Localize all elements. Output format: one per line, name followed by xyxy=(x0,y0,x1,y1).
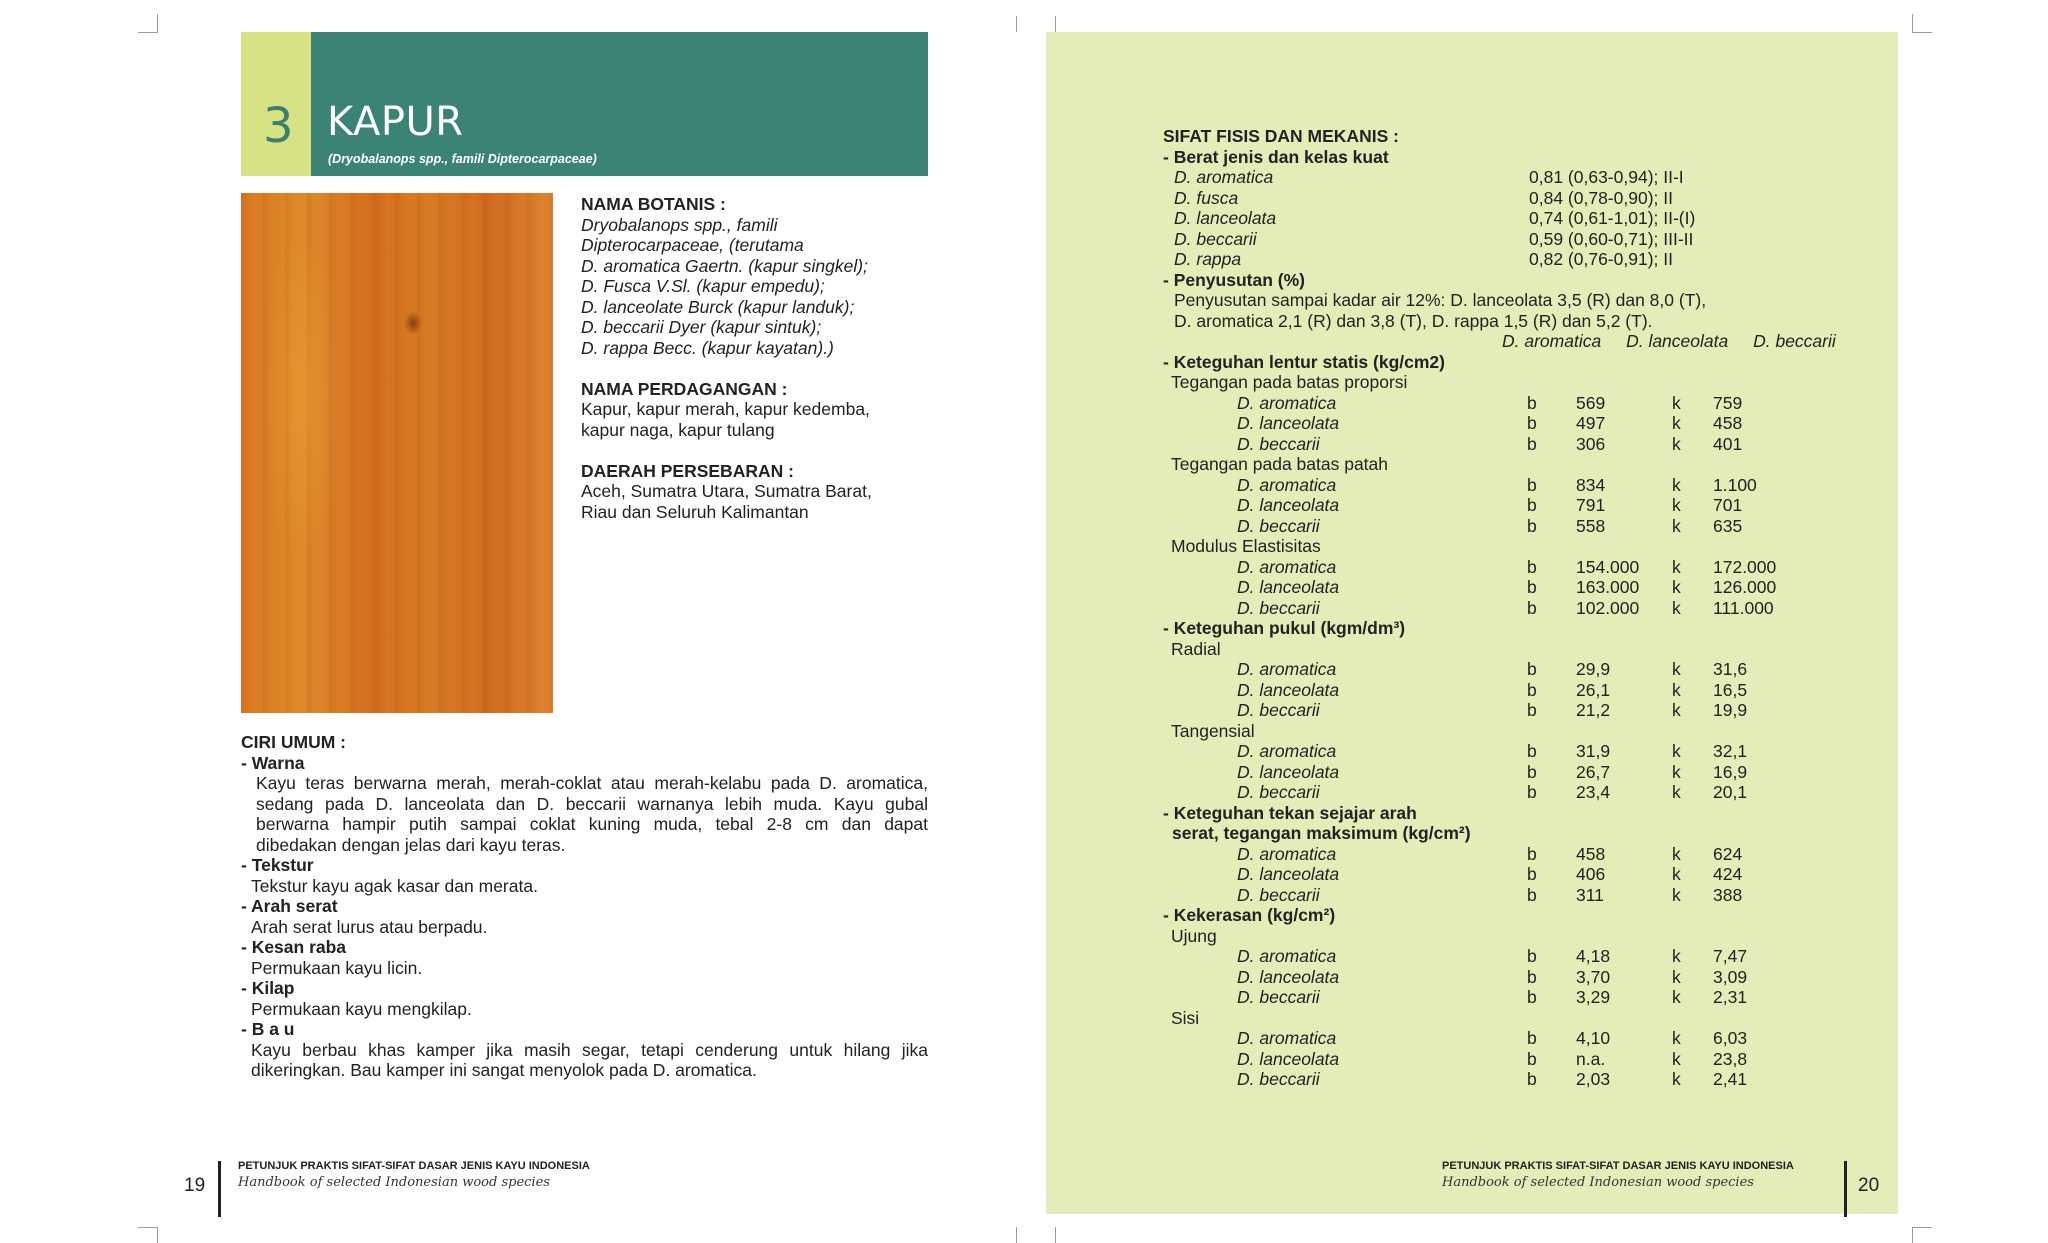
botanical-info xyxy=(581,194,941,522)
footer-title-left: PETUNJUK PRAKTIS SIFAT-SIFAT DASAR JENIS KAYU INDONESIA xyxy=(238,1160,590,1172)
chapter-number-box xyxy=(241,32,311,176)
berat-row: D. lanceolata 0,74 (0,61-1,01); II-(I) xyxy=(1174,208,1696,228)
measurement-row xyxy=(1163,1049,1883,1070)
kilap-heading: - Kilap xyxy=(241,978,295,998)
k-label: k xyxy=(1672,495,1681,515)
b-label: b xyxy=(1527,659,1537,679)
k-label: k xyxy=(1672,597,1681,618)
warna-line: berwarna hampir putih sampai coklat kuning muda, tebal 2-8 cm dan dapat xyxy=(256,814,928,834)
k-label: k xyxy=(1672,884,1681,905)
species-name: D. aromatica xyxy=(1237,556,1337,577)
section-heading: - Keteguhan tekan sejajar arah xyxy=(1163,802,1417,823)
page-number-right: 20 xyxy=(1858,1175,1880,1196)
species-name: D. beccarii xyxy=(1237,1069,1320,1089)
k-value: 388 xyxy=(1713,884,1743,905)
species-name: D. beccarii xyxy=(1237,433,1320,454)
b-value: 306 xyxy=(1576,433,1606,454)
b-value: 3,29 xyxy=(1576,987,1611,1007)
footer-subtitle-left: Handbook of selected Indonesian wood species xyxy=(238,1175,550,1190)
nama-botanis-line: Dipterocarpaceae, (terutama xyxy=(581,235,804,255)
arah-serat-text: Arah serat lurus atau berpadu. xyxy=(251,916,488,937)
chapter-number: 3 xyxy=(263,98,294,154)
crop-mark xyxy=(1055,1227,1056,1243)
group-label: Ujung xyxy=(1171,925,1217,946)
daerah-persebaran-line: Aceh, Sumatra Utara, Sumatra Barat, xyxy=(581,481,872,501)
k-value: 19,9 xyxy=(1713,700,1748,720)
measurement-row xyxy=(1163,967,1883,988)
k-label: k xyxy=(1672,556,1681,577)
nama-botanis-line: D. lanceolate Burck (kapur landuk); xyxy=(581,296,855,317)
measurement-row xyxy=(1163,475,1883,496)
b-label: b xyxy=(1527,700,1537,720)
b-value: 102.000 xyxy=(1576,597,1640,618)
measurement-row xyxy=(1163,864,1883,885)
b-label: b xyxy=(1527,515,1537,536)
k-label: k xyxy=(1672,1069,1681,1089)
k-value: 32,1 xyxy=(1713,741,1748,761)
penyusutan-heading: - Penyusutan (%) xyxy=(1163,269,1305,290)
kesan-raba-text: Permukaan kayu licin. xyxy=(251,957,423,978)
k-value: 458 xyxy=(1713,413,1743,433)
k-value: 701 xyxy=(1713,495,1743,515)
b-value: 29,9 xyxy=(1576,659,1611,679)
b-label: b xyxy=(1527,1048,1537,1069)
species-name: D. lanceolata xyxy=(1237,761,1340,782)
arah-serat-heading: - Arah serat xyxy=(241,896,338,916)
k-label: k xyxy=(1672,577,1681,597)
species-name: D. lanceolata xyxy=(1237,966,1340,987)
k-value: 635 xyxy=(1713,515,1743,536)
footer-title-right: PETUNJUK PRAKTIS SIFAT-SIFAT DASAR JENIS KAYU INDONESIA xyxy=(1442,1160,1794,1172)
section-heading: - Kekerasan (kg/cm²) xyxy=(1163,905,1336,925)
chapter-title: KAPUR xyxy=(327,99,464,145)
b-value: 834 xyxy=(1576,474,1606,495)
measurement-row xyxy=(1163,495,1883,516)
ciri-umum-section xyxy=(241,732,928,1081)
k-label: k xyxy=(1672,864,1681,884)
k-value: 16,5 xyxy=(1713,679,1748,700)
species-name: D. aromatica xyxy=(1237,474,1337,495)
col-head-beccarii: D. beccarii xyxy=(1753,331,1836,351)
species-name: D. lanceolata xyxy=(1237,679,1340,700)
penyusutan-line: D. aromatica 2,1 (R) dan 3,8 (T), D. rappa 1,5 (R) dan 5,2 (T). xyxy=(1174,310,1653,331)
k-value: 23,8 xyxy=(1713,1048,1748,1069)
measurement-row xyxy=(1163,1028,1883,1049)
k-value: 1.100 xyxy=(1713,474,1757,495)
footer-divider-left xyxy=(218,1161,221,1217)
measurement-row xyxy=(1163,659,1883,680)
section-heading: - Keteguhan pukul (kgm/dm³) xyxy=(1163,618,1406,638)
col-head-lanceolata: D. lanceolata xyxy=(1626,331,1729,351)
species-name: D. lanceolata xyxy=(1237,413,1340,433)
measurement-row xyxy=(1163,782,1883,803)
nama-botanis-line: D. rappa Becc. (kapur kayatan).) xyxy=(581,337,834,358)
b-label: b xyxy=(1527,741,1537,761)
species-name: D. beccarii xyxy=(1237,782,1320,802)
measurement-row xyxy=(1163,413,1883,434)
b-value: 3,70 xyxy=(1576,966,1611,987)
measurement-row xyxy=(1163,434,1883,455)
b-label: b xyxy=(1527,843,1537,864)
section-heading-continued: serat, tegangan maksimum (kg/cm²) xyxy=(1172,823,1471,843)
k-label: k xyxy=(1672,761,1681,782)
crop-mark xyxy=(1912,32,1932,33)
b-value: 2,03 xyxy=(1576,1069,1611,1089)
b-label: b xyxy=(1527,392,1537,413)
group-label: Tegangan pada batas patah xyxy=(1171,454,1388,474)
crop-mark xyxy=(1912,14,1913,32)
measurement-row xyxy=(1163,946,1883,967)
measurement-row xyxy=(1163,987,1883,1008)
measurement-row xyxy=(1163,885,1883,906)
species-name: D. aromatica xyxy=(1237,392,1337,413)
bau-heading: - B a u xyxy=(241,1019,295,1039)
b-value: 31,9 xyxy=(1576,741,1611,761)
k-value: 16,9 xyxy=(1713,761,1748,782)
k-label: k xyxy=(1672,741,1681,761)
b-label: b xyxy=(1527,495,1537,515)
nama-botanis-line: D. beccarii Dyer (kapur sintuk); xyxy=(581,317,822,337)
k-label: k xyxy=(1672,433,1681,454)
b-label: b xyxy=(1527,413,1537,433)
k-value: 401 xyxy=(1713,433,1743,454)
section-heading: - Keteguhan lentur statis (kg/cm2) xyxy=(1163,351,1445,372)
measurement-row xyxy=(1163,700,1883,721)
tekstur-heading: - Tekstur xyxy=(241,855,314,875)
footer-divider-right xyxy=(1844,1161,1847,1217)
k-value: 126.000 xyxy=(1713,577,1777,597)
species-name: D. aromatica xyxy=(1237,659,1337,679)
b-label: b xyxy=(1527,966,1537,987)
k-value: 7,47 xyxy=(1713,946,1748,966)
mechanical-sections xyxy=(1163,352,1883,1090)
page-number-left: 19 xyxy=(184,1175,206,1196)
nama-botanis-line: D. aromatica Gaertn. (kapur singkel); xyxy=(581,255,868,276)
k-value: 759 xyxy=(1713,392,1743,413)
group-label: Tangensial xyxy=(1171,720,1255,741)
species-name: D. lanceolata xyxy=(1237,495,1340,515)
k-value: 424 xyxy=(1713,864,1743,884)
chapter-header xyxy=(241,32,928,176)
k-label: k xyxy=(1672,966,1681,987)
species-name: D. aromatica xyxy=(1237,946,1337,966)
sifat-heading: SIFAT FISIS DAN MEKANIS : xyxy=(1163,126,1399,146)
k-value: 624 xyxy=(1713,843,1743,864)
berat-row: D. beccarii 0,59 (0,60-0,71); III-II xyxy=(1174,228,1694,249)
daerah-persebaran-line: Riau dan Seluruh Kalimantan xyxy=(581,501,809,522)
measurement-row xyxy=(1163,762,1883,783)
k-value: 111.000 xyxy=(1713,597,1774,618)
b-value: 406 xyxy=(1576,864,1606,884)
nama-perdagangan-heading: NAMA PERDAGANGAN : xyxy=(581,378,788,399)
footer-subtitle-right: Handbook of selected Indonesian wood species xyxy=(1442,1175,1754,1190)
k-value: 3,09 xyxy=(1713,966,1748,987)
bau-line: Kayu berbau khas kamper jika masih segar, tetapi cenderung untuk hilang jika xyxy=(251,1039,928,1060)
b-label: b xyxy=(1527,1028,1537,1048)
berat-row: D. rappa 0,82 (0,76-0,91); II xyxy=(1174,249,1673,269)
k-label: k xyxy=(1672,413,1681,433)
berat-row: D. fusca 0,84 (0,78-0,90); II xyxy=(1174,187,1673,208)
chapter-subtitle: (Dryobalanops spp., famili Dipterocarpaceae) xyxy=(328,152,597,166)
k-label: k xyxy=(1672,1048,1681,1069)
measurement-row xyxy=(1163,516,1883,537)
chapter-title-box xyxy=(311,32,928,176)
nama-botanis-heading: NAMA BOTANIS : xyxy=(581,194,726,214)
b-value: n.a. xyxy=(1576,1048,1606,1069)
nama-botanis-line: Dryobalanops spp., famili xyxy=(581,214,778,235)
species-name: D. aromatica xyxy=(1237,1028,1337,1048)
nama-botanis-line: D. Fusca V.Sl. (kapur empedu); xyxy=(581,276,825,296)
b-label: b xyxy=(1527,474,1537,495)
b-value: 163.000 xyxy=(1576,577,1640,597)
b-value: 26,1 xyxy=(1576,679,1611,700)
k-label: k xyxy=(1672,987,1681,1007)
ciri-umum-heading: CIRI UMUM : xyxy=(241,732,346,752)
k-value: 172.000 xyxy=(1713,556,1777,577)
b-value: 26,7 xyxy=(1576,761,1611,782)
b-label: b xyxy=(1527,679,1537,700)
measurement-row xyxy=(1163,1069,1883,1090)
measurement-row xyxy=(1163,741,1883,762)
crop-mark xyxy=(1912,1227,1932,1228)
group-label: Tegangan pada batas proporsi xyxy=(1171,372,1408,392)
group-label: Sisi xyxy=(1171,1007,1200,1028)
b-value: 154.000 xyxy=(1576,556,1640,577)
species-name: D. lanceolata xyxy=(1237,864,1340,884)
b-label: b xyxy=(1527,577,1537,597)
kesan-raba-heading: - Kesan raba xyxy=(241,937,347,957)
species-name: D. aromatica xyxy=(1237,843,1337,864)
tekstur-text: Tekstur kayu agak kasar dan merata. xyxy=(251,875,538,896)
species-name: D. aromatica xyxy=(1237,741,1337,761)
b-value: 558 xyxy=(1576,515,1606,536)
b-label: b xyxy=(1527,761,1537,782)
k-label: k xyxy=(1672,1028,1681,1048)
measurement-row xyxy=(1163,680,1883,701)
crop-mark xyxy=(1055,16,1056,32)
k-value: 20,1 xyxy=(1713,782,1748,802)
b-label: b xyxy=(1527,433,1537,454)
penyusutan-line: Penyusutan sampai kadar air 12%: D. lanceolata 3,5 (R) dan 8,0 (T), xyxy=(1174,290,1707,310)
species-name: D. beccarii xyxy=(1237,884,1320,905)
warna-heading: - Warna xyxy=(241,752,305,773)
warna-line: dibedakan dengan jelas dari kayu teras. xyxy=(256,834,566,855)
b-value: 497 xyxy=(1576,413,1606,433)
b-label: b xyxy=(1527,864,1537,884)
crop-mark xyxy=(1912,1227,1913,1243)
measurement-row xyxy=(1163,598,1883,619)
b-value: 458 xyxy=(1576,843,1606,864)
b-value: 23,4 xyxy=(1576,782,1611,802)
k-value: 2,41 xyxy=(1713,1069,1748,1089)
b-label: b xyxy=(1527,1069,1537,1089)
berat-jenis-heading: - Berat jenis dan kelas kuat xyxy=(1163,146,1389,167)
sifat-fisis-section xyxy=(1163,126,1883,1090)
k-label: k xyxy=(1672,392,1681,413)
k-value: 31,6 xyxy=(1713,659,1748,679)
b-label: b xyxy=(1527,946,1537,966)
k-value: 6,03 xyxy=(1713,1028,1748,1048)
b-value: 21,2 xyxy=(1576,700,1611,720)
b-label: b xyxy=(1527,597,1537,618)
daerah-persebaran-heading: DAERAH PERSEBARAN : xyxy=(581,460,794,481)
k-label: k xyxy=(1672,946,1681,966)
nama-perdagangan-line: kapur naga, kapur tulang xyxy=(581,419,775,440)
column-headings xyxy=(1163,331,1883,352)
b-label: b xyxy=(1527,884,1537,905)
measurement-row xyxy=(1163,557,1883,578)
k-label: k xyxy=(1672,679,1681,700)
species-name: D. beccarii xyxy=(1237,597,1320,618)
k-label: k xyxy=(1672,700,1681,720)
b-label: b xyxy=(1527,556,1537,577)
k-label: k xyxy=(1672,515,1681,536)
kilap-text: Permukaan kayu mengkilap. xyxy=(251,998,472,1019)
species-name: D. lanceolata xyxy=(1237,1048,1340,1069)
k-label: k xyxy=(1672,782,1681,802)
berat-row: D. aromatica 0,81 (0,63-0,94); II-I xyxy=(1174,167,1684,187)
b-label: b xyxy=(1527,782,1537,802)
b-label: b xyxy=(1527,987,1537,1007)
k-value: 2,31 xyxy=(1713,987,1748,1007)
wood-sample-photo xyxy=(241,193,553,713)
b-value: 311 xyxy=(1576,884,1604,905)
species-name: D. beccarii xyxy=(1237,987,1320,1007)
col-head-aromatica: D. aromatica xyxy=(1502,331,1602,351)
group-label: Modulus Elastisitas xyxy=(1171,536,1321,556)
species-name: D. beccarii xyxy=(1237,700,1320,720)
nama-perdagangan-line: Kapur, kapur merah, kapur kedemba, xyxy=(581,399,870,419)
measurement-row xyxy=(1163,844,1883,865)
b-value: 791 xyxy=(1576,495,1606,515)
group-label: Radial xyxy=(1171,638,1221,659)
k-label: k xyxy=(1672,474,1681,495)
k-label: k xyxy=(1672,659,1681,679)
species-name: D. lanceolata xyxy=(1237,577,1340,597)
measurement-row xyxy=(1163,393,1883,414)
b-value: 4,10 xyxy=(1576,1028,1611,1048)
b-value: 4,18 xyxy=(1576,946,1611,966)
measurement-row xyxy=(1163,577,1883,598)
species-name: D. beccarii xyxy=(1237,515,1320,536)
warna-line: Kayu teras berwarna merah, merah-coklat atau merah-kelabu pada D. aromatica, xyxy=(256,773,928,793)
k-label: k xyxy=(1672,843,1681,864)
warna-line: sedang pada D. lanceolata dan D. beccarii warnanya lebih muda. Kayu gubal xyxy=(256,793,928,814)
bau-line: dikeringkan. Bau kamper ini sangat menyolok pada D. aromatica. xyxy=(251,1060,757,1080)
b-value: 569 xyxy=(1576,392,1606,413)
